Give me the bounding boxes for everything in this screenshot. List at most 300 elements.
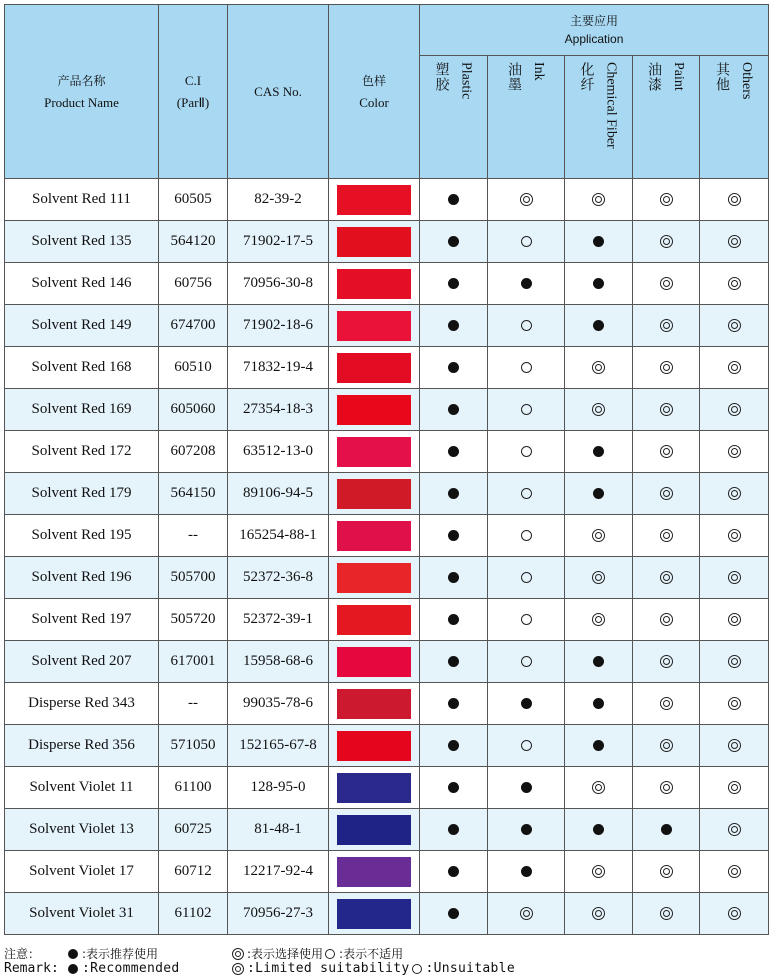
double-circle-icon — [592, 907, 605, 920]
app-paint-cell — [633, 221, 700, 263]
header-color-en: Color — [359, 94, 389, 110]
header-row-1 — [5, 5, 769, 56]
app-fiber-cell — [565, 347, 633, 389]
empty-circle-icon — [521, 572, 532, 583]
app-fiber-cell — [565, 515, 633, 557]
app-paint-cell — [633, 683, 700, 725]
app-fiber-cell — [565, 599, 633, 641]
double-circle-icon — [728, 823, 741, 836]
app-paint-cell — [633, 389, 700, 431]
double-circle-icon — [728, 571, 741, 584]
ci-cell: 61102 — [159, 893, 228, 935]
double-circle-icon — [660, 361, 673, 374]
app-fiber-cell — [565, 767, 633, 809]
double-circle-icon — [660, 319, 673, 332]
filled-circle-icon — [521, 866, 532, 877]
product-table — [4, 4, 769, 935]
double-circle-icon — [520, 907, 533, 920]
app-plastic-cell — [420, 557, 488, 599]
app-ink-cell — [488, 305, 565, 347]
legend-label-zh: 注意： — [4, 946, 41, 961]
color-swatch — [337, 815, 411, 845]
app-plastic-cell — [420, 641, 488, 683]
app-fiber-cell — [565, 263, 633, 305]
table-row — [5, 221, 769, 263]
product-name-cell: Solvent Red 168 — [5, 347, 159, 389]
double-circle-icon — [520, 193, 533, 206]
double-circle-icon — [728, 529, 741, 542]
filled-circle-icon — [593, 236, 604, 247]
app-paint-cell — [633, 473, 700, 515]
filled-circle-icon — [448, 908, 459, 919]
product-name-cell: Disperse Red 356 — [5, 725, 159, 767]
filled-circle-icon — [593, 698, 604, 709]
app-paint-cell — [633, 347, 700, 389]
app-others-zh: 其他 — [714, 62, 731, 92]
filled-circle-icon — [521, 698, 532, 709]
product-name-cell: Solvent Red 207 — [5, 641, 159, 683]
color-cell — [329, 473, 420, 515]
app-paint-cell — [633, 893, 700, 935]
ci-cell: 505700 — [159, 557, 228, 599]
filled-circle-icon — [448, 740, 459, 751]
double-circle-icon — [728, 865, 741, 878]
cas-cell: 152165-67-8 — [228, 725, 329, 767]
legend-recommended-zh-text: :表示推荐使用 — [82, 946, 159, 961]
header-app-fiber — [565, 56, 633, 179]
app-paint-cell — [633, 557, 700, 599]
color-swatch — [337, 311, 411, 341]
app-others-en: Others — [739, 62, 755, 100]
app-ink-cell — [488, 221, 565, 263]
double-circle-icon — [660, 739, 673, 752]
table-row — [5, 725, 769, 767]
cas-cell: 71832-19-4 — [228, 347, 329, 389]
ci-cell: 60510 — [159, 347, 228, 389]
double-circle-icon — [592, 361, 605, 374]
double-circle-icon — [592, 865, 605, 878]
cas-cell: 81-48-1 — [228, 809, 329, 851]
legend-unsuitable-zh — [323, 946, 403, 962]
double-circle-icon — [592, 781, 605, 794]
table-row — [5, 683, 769, 725]
table-row — [5, 347, 769, 389]
double-circle-icon — [592, 403, 605, 416]
empty-circle-icon — [521, 404, 532, 415]
color-swatch — [337, 227, 411, 257]
app-fiber-cell — [565, 473, 633, 515]
ci-cell: 564120 — [159, 221, 228, 263]
app-paint-en: Paint — [671, 62, 686, 91]
filled-circle-icon — [593, 824, 604, 835]
ci-cell: 617001 — [159, 641, 228, 683]
color-cell — [329, 683, 420, 725]
app-ink-cell — [488, 347, 565, 389]
color-cell — [329, 389, 420, 431]
app-others-cell — [700, 599, 769, 641]
app-ink-cell — [488, 893, 565, 935]
app-plastic-cell — [420, 179, 488, 221]
ci-cell: -- — [159, 515, 228, 557]
app-paint-zh: 油漆 — [646, 62, 662, 92]
app-paint-cell — [633, 767, 700, 809]
app-paint-cell — [633, 431, 700, 473]
header-cas — [228, 5, 329, 179]
app-fiber-cell — [565, 683, 633, 725]
filled-circle-icon — [593, 656, 604, 667]
double-circle-icon — [592, 529, 605, 542]
color-swatch — [337, 857, 411, 887]
app-others-cell — [700, 893, 769, 935]
ci-cell: -- — [159, 683, 228, 725]
app-plastic-cell — [420, 515, 488, 557]
empty-circle-icon — [412, 964, 422, 974]
double-circle-icon — [660, 781, 673, 794]
app-plastic-cell — [420, 305, 488, 347]
product-name-cell: Solvent Red 135 — [5, 221, 159, 263]
color-swatch — [337, 395, 411, 425]
empty-circle-icon — [521, 656, 532, 667]
color-cell — [329, 893, 420, 935]
app-plastic-cell — [420, 851, 488, 893]
empty-circle-icon — [521, 320, 532, 331]
cas-cell: 82-39-2 — [228, 179, 329, 221]
app-plastic-en: Plastic — [458, 62, 474, 100]
filled-circle-icon — [661, 824, 672, 835]
app-others-cell — [700, 347, 769, 389]
cas-cell: 27354-18-3 — [228, 389, 329, 431]
header-app-ink — [488, 56, 565, 179]
ci-cell: 60756 — [159, 263, 228, 305]
filled-circle-icon — [448, 572, 459, 583]
double-circle-icon — [660, 907, 673, 920]
table-row — [5, 767, 769, 809]
product-name-cell: Solvent Red 111 — [5, 179, 159, 221]
table-row — [5, 809, 769, 851]
app-fiber-cell — [565, 389, 633, 431]
app-ink-cell — [488, 389, 565, 431]
legend-unsuitable-en-text: :Unsuitable — [425, 960, 515, 976]
empty-circle-icon — [521, 740, 532, 751]
app-ink-cell — [488, 431, 565, 473]
legend-recommended-en — [66, 961, 231, 977]
filled-circle-icon — [593, 488, 604, 499]
filled-circle-icon — [593, 446, 604, 457]
app-paint-cell — [633, 515, 700, 557]
double-circle-icon — [728, 361, 741, 374]
product-name-cell: Solvent Violet 31 — [5, 893, 159, 935]
ci-cell: 607208 — [159, 431, 228, 473]
ci-cell: 674700 — [159, 305, 228, 347]
legend-row-en — [4, 961, 768, 976]
app-ink-zh: 油墨 — [506, 62, 522, 92]
app-others-cell — [700, 179, 769, 221]
color-cell — [329, 767, 420, 809]
double-circle-icon — [660, 655, 673, 668]
double-circle-icon — [592, 613, 605, 626]
app-others-cell — [700, 725, 769, 767]
cas-cell: 52372-36-8 — [228, 557, 329, 599]
empty-circle-icon — [521, 236, 532, 247]
color-cell — [329, 851, 420, 893]
app-plastic-cell — [420, 389, 488, 431]
app-fiber-cell — [565, 809, 633, 851]
filled-circle-icon — [521, 824, 532, 835]
color-cell — [329, 347, 420, 389]
empty-circle-icon — [521, 488, 532, 499]
legend-limited-en-text: :Limited suitability — [247, 960, 410, 976]
legend-recommended-en-text: :Recommended — [82, 960, 180, 976]
app-fiber-cell — [565, 851, 633, 893]
filled-circle-icon — [448, 656, 459, 667]
color-cell — [329, 179, 420, 221]
header-application-zh: 主要应用 — [570, 14, 619, 28]
ci-cell: 605060 — [159, 389, 228, 431]
filled-circle-icon — [448, 530, 459, 541]
color-cell — [329, 221, 420, 263]
app-ink-cell — [488, 473, 565, 515]
table-row — [5, 599, 769, 641]
empty-circle-icon — [521, 614, 532, 625]
table-row — [5, 431, 769, 473]
double-circle-icon — [728, 739, 741, 752]
legend-limited-zh-text: :表示选择使用 — [247, 946, 324, 961]
filled-circle-icon — [448, 194, 459, 205]
double-circle-icon — [728, 907, 741, 920]
color-cell — [329, 305, 420, 347]
color-swatch — [337, 731, 411, 761]
cas-cell: 71902-18-6 — [228, 305, 329, 347]
color-swatch — [337, 521, 411, 551]
filled-circle-icon — [68, 949, 78, 959]
double-circle-icon — [232, 948, 244, 960]
product-name-cell: Disperse Red 343 — [5, 683, 159, 725]
app-plastic-cell — [420, 767, 488, 809]
double-circle-icon — [660, 235, 673, 248]
header-product-name — [5, 5, 159, 179]
double-circle-icon — [660, 865, 673, 878]
color-cell — [329, 263, 420, 305]
double-circle-icon — [592, 193, 605, 206]
app-paint-cell — [633, 179, 700, 221]
app-ink-cell — [488, 851, 565, 893]
header-color-zh: 色样 — [361, 73, 386, 88]
double-circle-icon — [660, 529, 673, 542]
table-row — [5, 389, 769, 431]
header-color — [329, 5, 420, 179]
color-swatch — [337, 647, 411, 677]
color-swatch — [337, 899, 411, 929]
color-cell — [329, 725, 420, 767]
product-sheet — [4, 4, 768, 935]
cas-cell: 70956-27-3 — [228, 893, 329, 935]
product-name-cell: Solvent Red 197 — [5, 599, 159, 641]
header-app-others — [700, 56, 769, 179]
app-others-cell — [700, 683, 769, 725]
ci-cell: 61100 — [159, 767, 228, 809]
product-name-cell: Solvent Red 195 — [5, 515, 159, 557]
filled-circle-icon — [448, 404, 459, 415]
app-others-cell — [700, 263, 769, 305]
double-circle-icon — [728, 781, 741, 794]
ci-cell: 571050 — [159, 725, 228, 767]
filled-circle-icon — [593, 740, 604, 751]
table-row — [5, 851, 769, 893]
table-row — [5, 305, 769, 347]
filled-circle-icon — [448, 278, 459, 289]
double-circle-icon — [728, 655, 741, 668]
app-ink-cell — [488, 515, 565, 557]
app-paint-cell — [633, 851, 700, 893]
app-ink-cell — [488, 725, 565, 767]
double-circle-icon — [728, 487, 741, 500]
cas-cell: 52372-39-1 — [228, 599, 329, 641]
filled-circle-icon — [68, 964, 78, 974]
cas-cell: 15958-68-6 — [228, 641, 329, 683]
double-circle-icon — [660, 571, 673, 584]
header-ci-line1: C.I — [184, 72, 202, 88]
app-others-cell — [700, 515, 769, 557]
color-cell — [329, 809, 420, 851]
app-paint-cell — [633, 599, 700, 641]
double-circle-icon — [728, 403, 741, 416]
legend-row-zh — [4, 946, 768, 961]
app-ink-cell — [488, 599, 565, 641]
double-circle-icon — [728, 613, 741, 626]
app-ink-cell — [488, 557, 565, 599]
color-cell — [329, 515, 420, 557]
filled-circle-icon — [448, 362, 459, 373]
product-name-cell: Solvent Violet 17 — [5, 851, 159, 893]
product-name-cell: Solvent Violet 11 — [5, 767, 159, 809]
header-product-name-en: Product Name — [44, 94, 119, 110]
product-name-cell: Solvent Red 146 — [5, 263, 159, 305]
filled-circle-icon — [448, 698, 459, 709]
double-circle-icon — [728, 697, 741, 710]
table-body — [5, 179, 769, 935]
app-others-cell — [700, 389, 769, 431]
filled-circle-icon — [448, 236, 459, 247]
app-paint-cell — [633, 305, 700, 347]
filled-circle-icon — [448, 782, 459, 793]
header-app-paint — [633, 56, 700, 179]
cas-cell: 89106-94-5 — [228, 473, 329, 515]
app-ink-cell — [488, 641, 565, 683]
header-application-en: Application — [564, 32, 624, 46]
app-plastic-cell — [420, 473, 488, 515]
app-others-cell — [700, 557, 769, 599]
app-others-cell — [700, 431, 769, 473]
color-swatch — [337, 479, 411, 509]
filled-circle-icon — [593, 320, 604, 331]
color-swatch — [337, 605, 411, 635]
filled-circle-icon — [448, 866, 459, 877]
cas-cell: 71902-17-5 — [228, 221, 329, 263]
empty-circle-icon — [325, 949, 335, 959]
app-plastic-cell — [420, 893, 488, 935]
app-fiber-en: Chemical Fiber — [603, 62, 619, 149]
table-row — [5, 263, 769, 305]
ci-cell: 60725 — [159, 809, 228, 851]
double-circle-icon — [728, 445, 741, 458]
filled-circle-icon — [521, 782, 532, 793]
table-row — [5, 179, 769, 221]
filled-circle-icon — [448, 320, 459, 331]
app-others-cell — [700, 851, 769, 893]
app-others-cell — [700, 641, 769, 683]
cas-cell: 12217-92-4 — [228, 851, 329, 893]
product-name-cell: Solvent Violet 13 — [5, 809, 159, 851]
app-fiber-cell — [565, 431, 633, 473]
empty-circle-icon — [521, 530, 532, 541]
double-circle-icon — [660, 193, 673, 206]
app-others-cell — [700, 221, 769, 263]
app-ink-en: Ink — [531, 62, 546, 81]
product-name-cell: Solvent Red 169 — [5, 389, 159, 431]
app-others-cell — [700, 809, 769, 851]
header-ci — [159, 5, 228, 179]
table-row — [5, 557, 769, 599]
double-circle-icon — [728, 277, 741, 290]
legend-unsuitable-en — [410, 961, 515, 977]
table-row — [5, 893, 769, 935]
app-plastic-cell — [420, 221, 488, 263]
double-circle-icon — [728, 193, 741, 206]
color-swatch — [337, 689, 411, 719]
header-ci-line2: (ParⅡ) — [176, 94, 210, 110]
color-swatch — [337, 185, 411, 215]
color-swatch — [337, 563, 411, 593]
product-name-cell: Solvent Red 196 — [5, 557, 159, 599]
product-name-cell: Solvent Red 179 — [5, 473, 159, 515]
product-name-cell: Solvent Red 149 — [5, 305, 159, 347]
cas-cell: 70956-30-8 — [228, 263, 329, 305]
cas-cell: 128-95-0 — [228, 767, 329, 809]
double-circle-icon — [660, 445, 673, 458]
double-circle-icon — [660, 487, 673, 500]
app-fiber-cell — [565, 305, 633, 347]
table-row — [5, 515, 769, 557]
color-cell — [329, 641, 420, 683]
ci-cell: 60505 — [159, 179, 228, 221]
app-others-cell — [700, 473, 769, 515]
filled-circle-icon — [448, 446, 459, 457]
double-circle-icon — [660, 403, 673, 416]
header-app-plastic — [420, 56, 488, 179]
app-ink-cell — [488, 179, 565, 221]
double-circle-icon — [660, 277, 673, 290]
legend-label-en: Remark: — [4, 960, 59, 976]
legend-unsuitable-zh-text: :表示不适用 — [339, 946, 404, 961]
legend-limited-en — [231, 961, 410, 977]
app-fiber-cell — [565, 557, 633, 599]
double-circle-icon — [728, 235, 741, 248]
app-others-cell — [700, 305, 769, 347]
app-fiber-cell — [565, 179, 633, 221]
app-others-cell — [700, 767, 769, 809]
filled-circle-icon — [521, 278, 532, 289]
filled-circle-icon — [448, 488, 459, 499]
table-row — [5, 641, 769, 683]
app-fiber-cell — [565, 893, 633, 935]
ci-cell: 60712 — [159, 851, 228, 893]
ci-cell: 564150 — [159, 473, 228, 515]
app-paint-cell — [633, 809, 700, 851]
filled-circle-icon — [593, 278, 604, 289]
double-circle-icon — [728, 319, 741, 332]
app-fiber-cell — [565, 221, 633, 263]
header-product-name-zh: 产品名称 — [57, 73, 106, 88]
